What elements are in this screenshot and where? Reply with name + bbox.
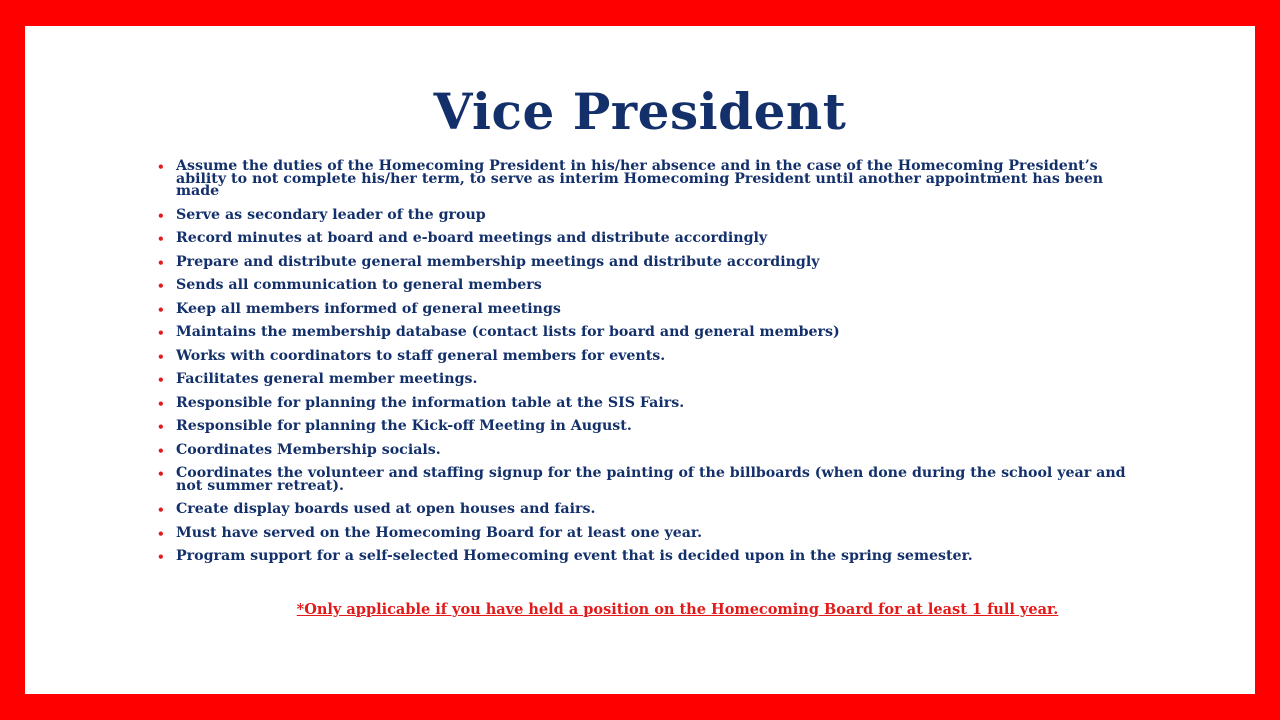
list-item-text: Prepare and distribute general membership meetings and distribute accordingly [176,253,820,270]
list-item-text: Coordinates the volunteer and staffing signup for the painting of the billboards (when done during the school year and not summer retreat). [176,465,1126,494]
list-item-text: Works with coordinators to staff general members for events. [176,347,666,364]
list-item-text: Responsible for planning the Kick-off Meeting in August. [176,418,632,435]
bullet-dot-icon: • [157,279,165,294]
footnote: *Only applicable if you have held a position on the Homecoming Board for at least 1 full year. [296,601,1059,618]
list-item [157,347,1146,364]
bullet-dot-icon: • [157,373,165,388]
duties-list [157,158,1146,574]
list-item-text: Serve as secondary leader of the group [176,206,486,223]
bullet-dot-icon: • [157,443,165,458]
list-item-text: Must have served on the Homecoming Board for at least one year. [176,524,703,541]
slide [25,26,1255,694]
list-item [157,324,1146,341]
list-item [157,418,1146,435]
bullet-dot-icon: • [157,326,165,341]
bullet-dot-icon: • [157,255,165,270]
list-item-text: Assume the duties of the Homecoming President in his/her absence and in the case of the Homecoming President’s ability to not complete his/her term, to serve as interim Homecoming President until another appointment has been made [176,158,1104,200]
list-item [157,371,1146,388]
list-item [157,158,1146,200]
bullet-dot-icon: • [157,550,165,565]
bullet-dot-icon: • [157,467,165,481]
list-item-text: Create display boards used at open houses and fairs. [176,501,596,518]
list-item-text: Facilitates general member meetings. [176,371,478,388]
list-item [157,206,1146,223]
list-item-text: Sends all communication to general members [176,277,542,294]
list-item [157,230,1146,247]
list-item [157,253,1146,270]
bullet-dot-icon: • [157,160,165,174]
list-item [157,524,1146,541]
bullet-dot-icon: • [157,503,165,518]
list-item-text: Coordinates Membership socials. [176,441,441,458]
list-item [157,441,1146,458]
list-item-text: Maintains the membership database (contact lists for board and general members) [176,324,840,341]
bullet-dot-icon: • [157,396,165,411]
list-item [157,548,1146,565]
bullet-dot-icon: • [157,302,165,317]
list-item [157,465,1146,494]
bullet-dot-icon: • [157,208,165,223]
list-item-text: Record minutes at board and e-board meetings and distribute accordingly [176,230,768,247]
list-item [157,300,1146,317]
list-item-text: Program support for a self-selected Homecoming event that is decided upon in the spring semester. [176,548,973,565]
bullet-dot-icon: • [157,420,165,435]
list-item [157,394,1146,411]
bullet-dot-icon: • [157,526,165,541]
bullet-dot-icon: • [157,232,165,247]
slide-title: Vice President [433,82,847,141]
list-item [157,277,1146,294]
list-item-text: Responsible for planning the information table at the SIS Fairs. [176,394,685,411]
list-item [157,501,1146,518]
list-item-text: Keep all members informed of general meetings [176,300,561,317]
bullet-dot-icon: • [157,349,165,364]
